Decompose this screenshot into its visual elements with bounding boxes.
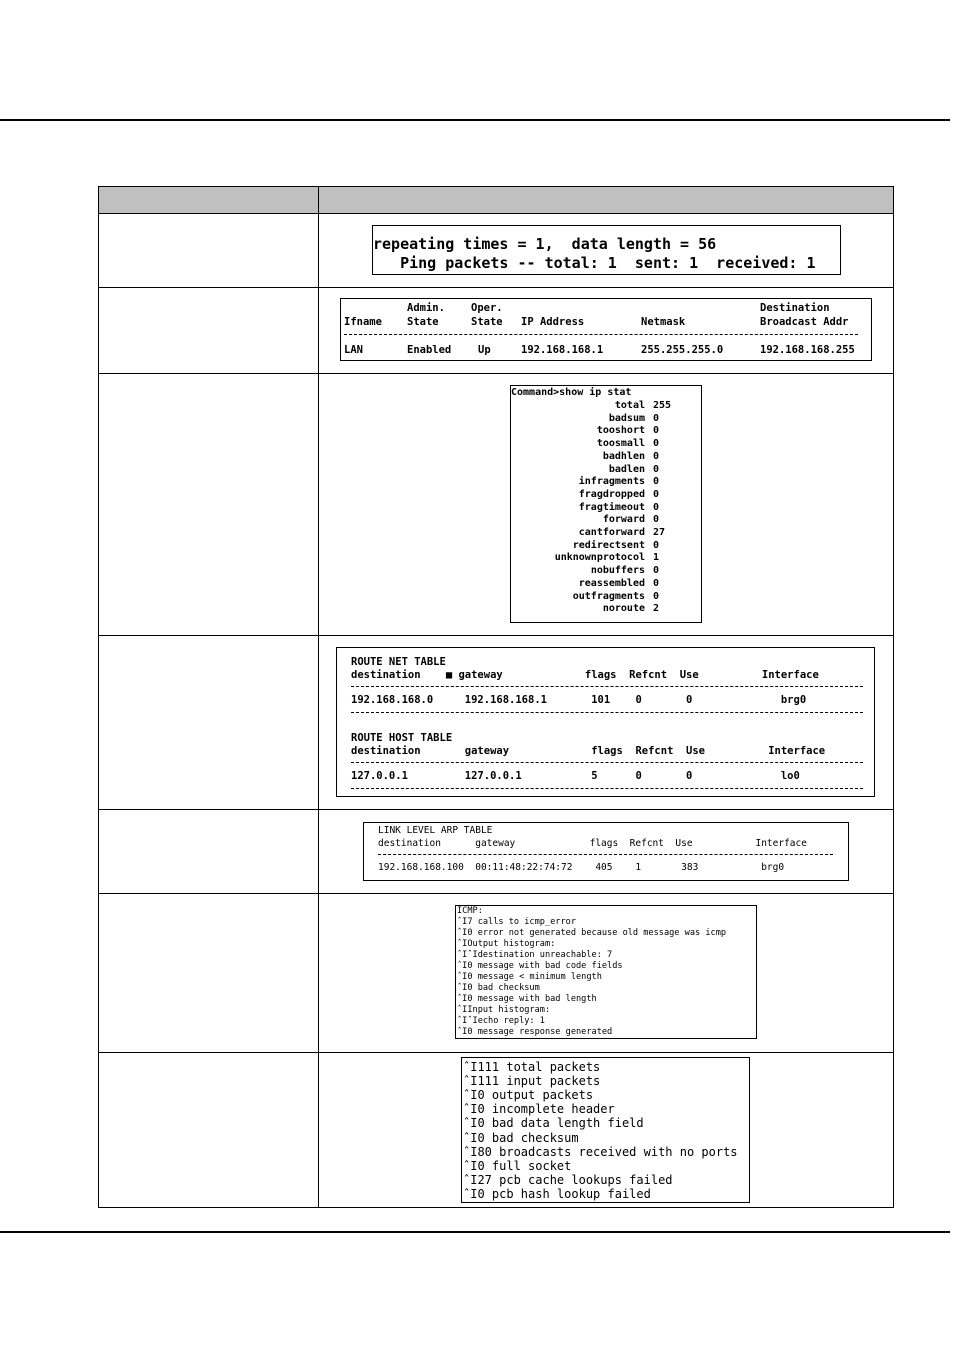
stat-name: toosmall [596, 438, 645, 450]
icmp-line: ˆI0 bad checksum [457, 983, 540, 993]
stat-value: 2 [653, 603, 660, 615]
udp-line: ˆI0 pcb hash lookup failed [463, 1186, 651, 1201]
row-divider [99, 373, 893, 374]
stat-value: 255 [653, 400, 672, 411]
arp-title: LINK LEVEL ARP TABLE [378, 825, 493, 836]
table-header-row [99, 187, 893, 214]
stat-name: reassembled [578, 577, 645, 589]
stat-value: 27 [653, 527, 666, 538]
icmp-output [455, 905, 757, 1039]
icmp-line: ˆIˆIdestination unreachable: 7 [457, 950, 613, 960]
stat-value: 0 [653, 450, 660, 462]
column-divider [318, 187, 319, 1207]
route-host-title: ROUTE HOST TABLE [351, 732, 453, 744]
icmp-line: ˆI0 message with bad code fields [457, 961, 623, 971]
stat-name: nobuffers [590, 565, 645, 577]
icmp-line: ˆIOutput histogram: [457, 939, 556, 949]
route-host-row: 127.0.0.1 127.0.0.1 5 0 0 lo0 [351, 770, 800, 782]
dest-header: Destination [760, 302, 830, 314]
ifname-value: LAN [344, 344, 363, 356]
ping-line: Ping packets -- total: 1 sent: 1 received: 1 [373, 254, 816, 272]
separator [351, 788, 863, 789]
broadcast-header: Broadcast Addr [760, 316, 849, 328]
icmp-line: ˆI0 message with bad length [457, 994, 597, 1004]
stat-name: total [614, 400, 645, 411]
stat-value: 0 [653, 476, 660, 488]
separator [351, 686, 863, 687]
route-host-header: destination gateway flags Refcnt Use Interface [351, 745, 826, 757]
udp-line: ˆI0 output packets [463, 1088, 594, 1103]
stat-value: 0 [653, 539, 660, 551]
separator [351, 762, 863, 763]
stat-value: 0 [653, 577, 660, 589]
ip-stat-output [510, 385, 702, 623]
broadcast-value: 192.168.168.255 [760, 344, 855, 356]
stat-value: 0 [653, 438, 660, 450]
stat-value: 0 [653, 501, 660, 513]
udp-line: ˆI27 pcb cache lookups failed [463, 1172, 673, 1187]
udp-line: ˆI0 bad checksum [463, 1130, 579, 1145]
row-divider [99, 809, 893, 810]
ifname-header: Ifname [344, 316, 382, 328]
row-divider [99, 635, 893, 636]
bottom-rule [0, 1231, 950, 1233]
stat-name: badhlen [602, 450, 645, 462]
route-net-title: ROUTE NET TABLE [351, 656, 446, 668]
ping-output [372, 225, 841, 275]
oper-header: Oper. [471, 302, 503, 314]
route-net-row: 192.168.168.0 192.168.168.1 101 0 0 brg0 [351, 694, 807, 706]
stat-name: badlen [608, 463, 645, 475]
udp-line: ˆI111 total packets [463, 1060, 601, 1074]
ping-line: repeating times = 1, data length = 56 [373, 235, 717, 253]
icmp-line: ˆI0 error not generated because old message was icmp [457, 928, 727, 938]
row-divider [99, 287, 893, 288]
admin-value: Enabled [407, 344, 452, 356]
icmp-line: ICMP: [457, 906, 483, 916]
arp-output [363, 822, 849, 881]
stat-value: 0 [653, 565, 660, 577]
icmp-line: ˆI0 message < minimum length [457, 972, 602, 982]
stat-name: outfragments [572, 590, 645, 602]
oper-value: Up [478, 344, 491, 356]
separator [378, 854, 833, 855]
separator [351, 712, 863, 713]
row-divider [99, 893, 893, 894]
icmp-line: ˆIInput histogram: [457, 1005, 551, 1015]
stat-name: cantforward [578, 527, 645, 538]
admin-header: State [407, 316, 439, 328]
admin-header: Admin. [407, 302, 445, 314]
command-line: Command>show ip stat [511, 387, 632, 398]
netmask-value: 255.255.255.0 [641, 344, 724, 356]
ip-header: IP Address [521, 316, 585, 328]
icmp-line: ˆIˆIecho reply: 1 [457, 1016, 545, 1026]
udp-line: ˆI111 input packets [463, 1074, 601, 1089]
stat-value: 0 [653, 514, 660, 526]
stat-name: redirectsent [572, 539, 645, 551]
stat-name: fragtimeout [578, 501, 645, 513]
top-rule [0, 119, 950, 121]
stat-name: infragments [578, 476, 645, 488]
interface-output [340, 298, 872, 361]
stat-name: unknownprotocol [554, 552, 645, 564]
stat-name: noroute [602, 603, 645, 615]
stat-name: fragdropped [578, 488, 645, 500]
stat-name: badsum [608, 412, 645, 424]
udp-output [461, 1057, 750, 1203]
row-divider [99, 1052, 893, 1053]
stat-value: 0 [653, 590, 660, 602]
netmask-header: Netmask [641, 316, 686, 328]
stat-value: 0 [653, 488, 660, 500]
oper-header: State [471, 316, 503, 328]
udp-line: ˆI0 incomplete header [463, 1102, 615, 1117]
stat-name: tooshort [596, 425, 645, 437]
stat-name: forward [602, 514, 645, 526]
stat-value: 0 [653, 412, 660, 424]
stat-value: 0 [653, 425, 660, 437]
stat-value: 1 [653, 552, 660, 564]
arp-row: 192.168.168.100 00:11:48:22:74:72 405 1 383 brg0 [378, 862, 785, 873]
icmp-line: ˆI0 message response generated [457, 1027, 613, 1037]
route-net-header: destination ■ gateway flags Refcnt Use Interface [351, 669, 819, 681]
udp-line: ˆI0 bad data length field [463, 1116, 644, 1131]
stat-value: 0 [653, 463, 660, 475]
route-output [336, 647, 875, 797]
ip-value: 192.168.168.1 [521, 344, 604, 356]
udp-line: ˆI0 full socket [463, 1158, 572, 1173]
arp-header: destination gateway flags Refcnt Use Interface [378, 838, 807, 849]
udp-line: ˆI80 broadcasts received with no ports [463, 1144, 738, 1159]
icmp-line: ˆI7 calls to icmp_error [457, 917, 576, 927]
separator [344, 334, 858, 335]
